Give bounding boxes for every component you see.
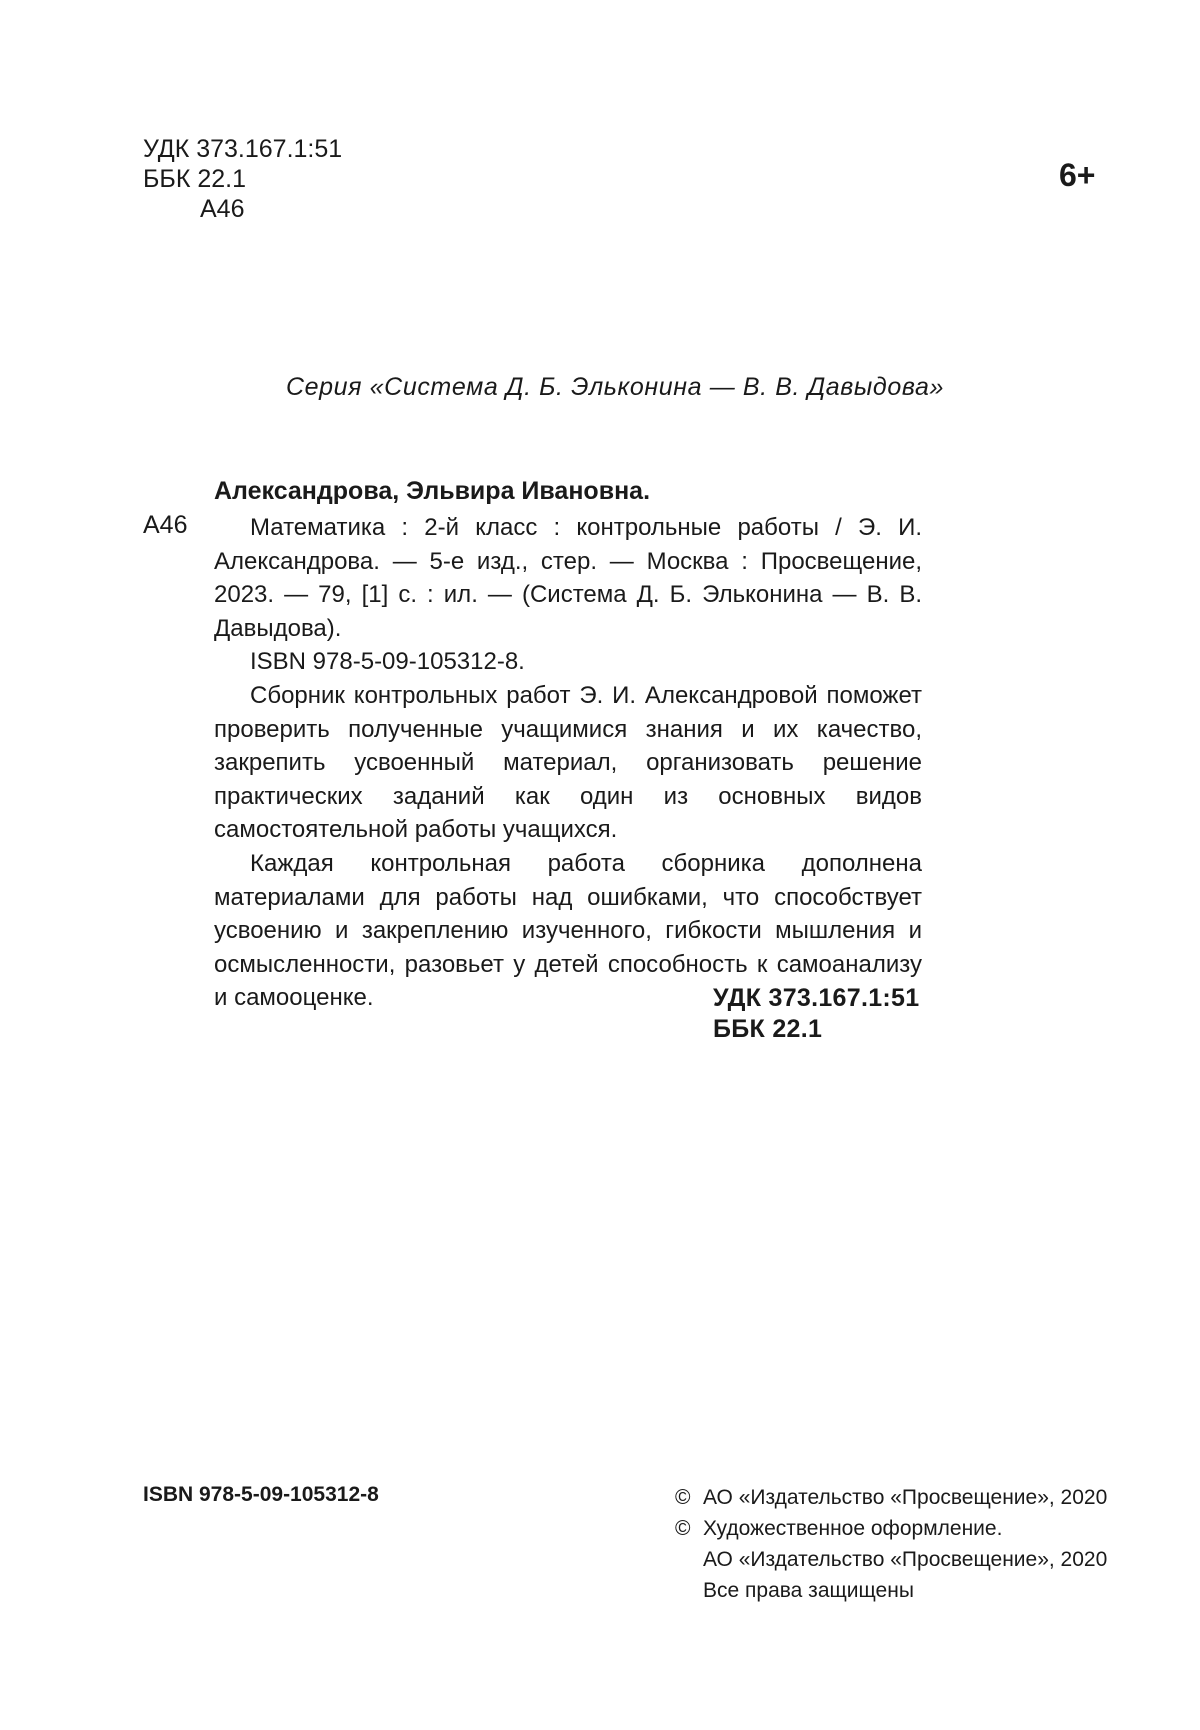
bbk-code: ББК 22.1	[143, 165, 246, 193]
copyright-symbol: ©	[675, 1486, 691, 1509]
side-author-mark: А46	[143, 511, 188, 539]
copyright-spacer	[675, 1544, 703, 1575]
copyright-row	[675, 1575, 1107, 1606]
copyright-symbol: ©	[675, 1517, 691, 1540]
series-title: Серия «Система Д. Б. Эльконина — В. В. Давыдова»	[286, 373, 944, 401]
bbk-code-bold: ББК 22.1	[713, 1015, 823, 1043]
copyright-row	[675, 1482, 1107, 1513]
copyright-publisher: АО «Издательство «Просвещение», 2020	[703, 1486, 1108, 1509]
udk-code: УДК 373.167.1:51	[143, 135, 343, 163]
age-rating: 6+	[1059, 157, 1096, 193]
copyright-block	[675, 1482, 1107, 1606]
isbn-bottom: ISBN 978-5-09-105312-8	[143, 1483, 379, 1506]
copyright-design-publisher: АО «Издательство «Просвещение», 2020	[703, 1548, 1108, 1571]
author-mark: А46	[200, 195, 245, 223]
isbn-line: ISBN 978-5-09-105312-8.	[250, 648, 525, 676]
copyright-design: Художественное оформление.	[703, 1517, 1003, 1540]
copyright-row	[675, 1513, 1107, 1544]
bibliographic-description: Математика : 2-й класс : контрольные работы / Э. И. Александрова. — 5-е изд., стер. — Москва : Просвещение, 2023. — 79, [1] с. : ил. — (Система Д. Б. Эльконина — В. В. Давыдова).	[214, 514, 922, 642]
top-classification-codes	[143, 134, 342, 224]
rights-reserved: Все права защищены	[703, 1579, 914, 1602]
bottom-classification-codes	[713, 983, 919, 1045]
annotation-paragraph: Сборник контрольных работ Э. И. Александровой поможет проверить полученные учащимися знания и их качество, закрепить усвоенный материал, организовать решение практических заданий как один из основных видов самостоятельной работы учащихся.	[214, 681, 922, 844]
bibliographic-record	[214, 511, 922, 1015]
author-name: Александрова, Эльвира Ивановна.	[214, 477, 651, 505]
udk-code-bold: УДК 373.167.1:51	[713, 984, 920, 1012]
copyright-row	[675, 1544, 1107, 1575]
copyright-spacer	[675, 1575, 703, 1606]
annotation-paragraph: Каждая контрольная работа сборника дополнена материалами для работы над ошибками, что способствует усвоению и закреплению изученного, гибкости мышления и осмысленности, разовьет у детей способность к самоанализу и самооценке.	[214, 849, 922, 1012]
